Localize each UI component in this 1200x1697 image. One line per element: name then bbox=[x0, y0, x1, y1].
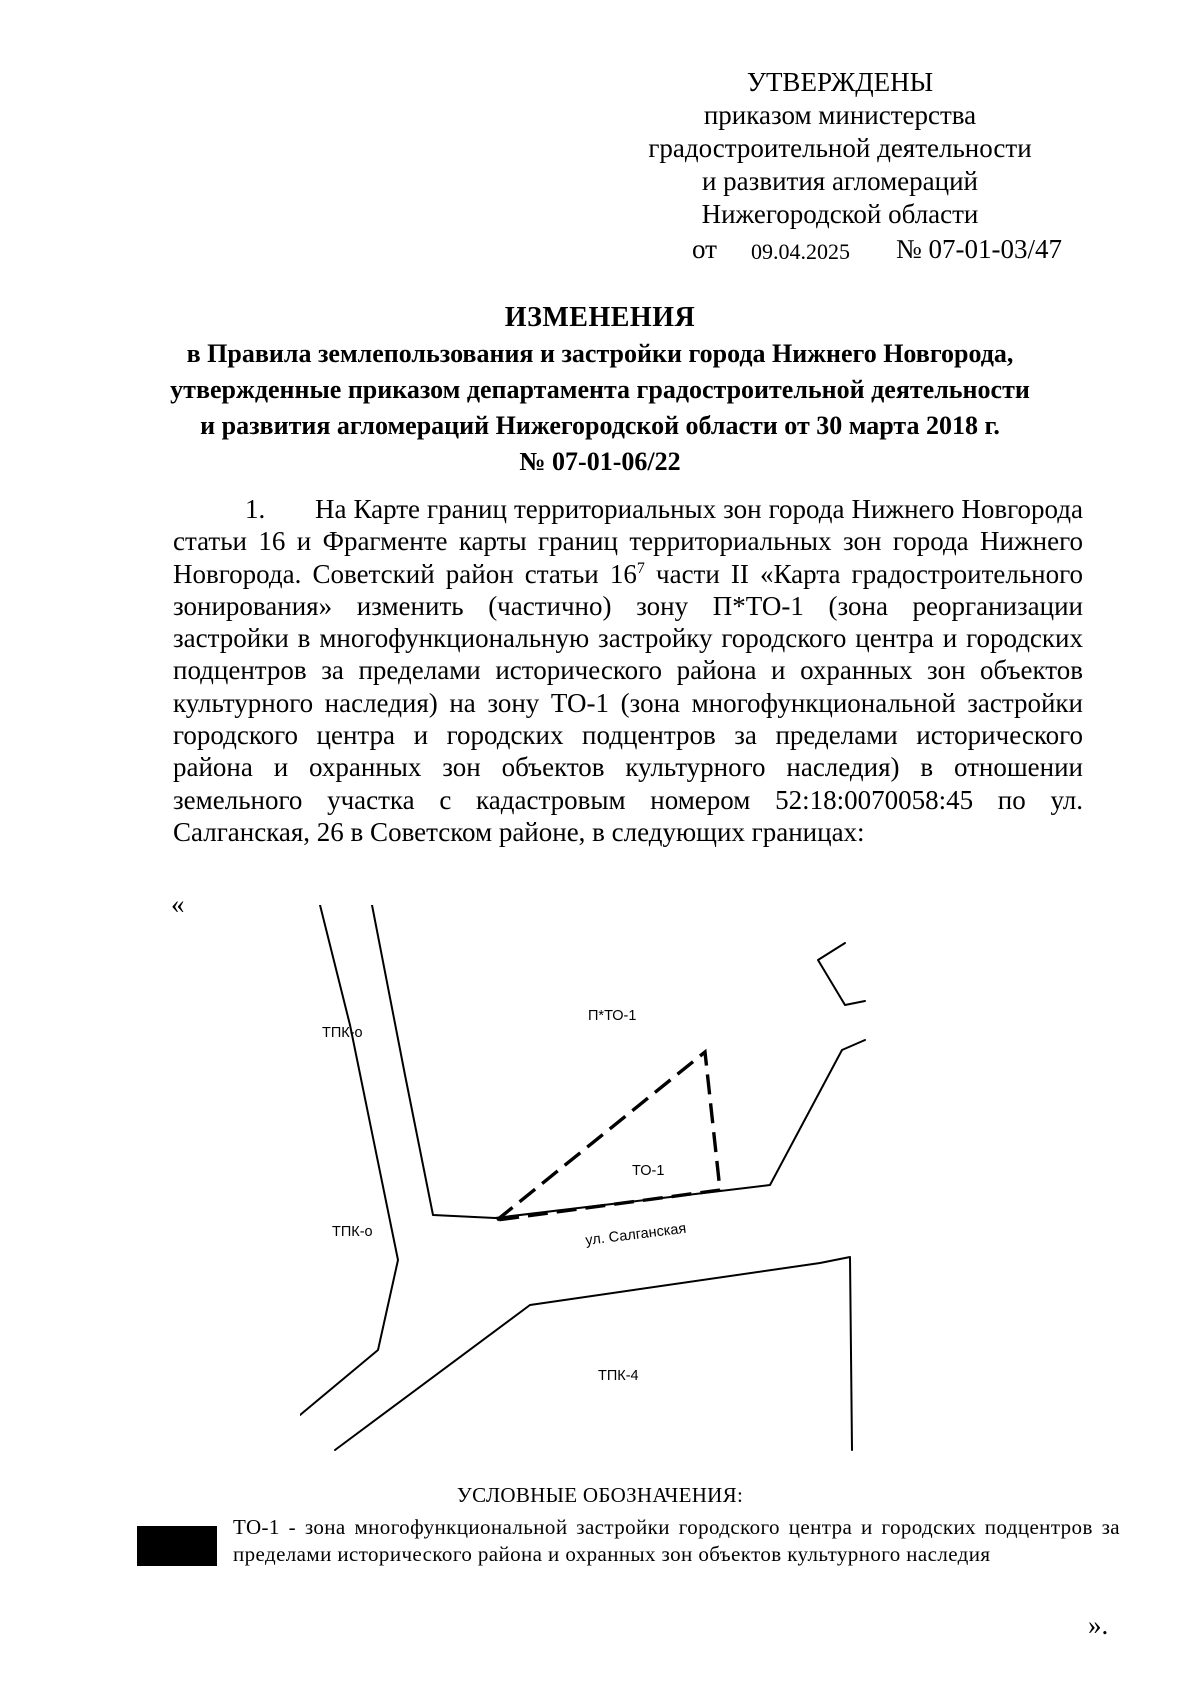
title-line: в Правила землепользования и застройки города Нижнего Новгорода, bbox=[186, 339, 1014, 368]
title-line: и развития агломераций Нижегородской области от 30 марта 2018 г. bbox=[200, 411, 1000, 440]
approval-date: 09.04.2025 bbox=[751, 239, 850, 264]
map-label-to-1: ТО-1 bbox=[632, 1163, 665, 1179]
to1-parcel-boundary bbox=[497, 1052, 720, 1220]
approval-block bbox=[560, 66, 1120, 266]
paragraph-1 bbox=[173, 493, 1083, 848]
approval-line: приказом министерства bbox=[703, 100, 977, 130]
paragraph-text-continued: части II «Карта градостроительного зонирования» изменить (частично) зону П*ТО-1 (зона реорганизации застройки в многофункциональную застройку городского центра и городских подцентров за пределами исторического района и охранных зон объектов культурного наследия) на зону ТО-1 (зона многофункциональной застройки городского центра и городских подцентров за пределами исторического района и охранных зон объектов культурного наследия) в отношении земельного участка с кадастровым номером 52:18:0070058:45 по ул. Салганская, 26 в Советском районе, в следующих границах: bbox=[173, 558, 1083, 847]
paragraph-superscript: 7 bbox=[636, 559, 645, 577]
approval-line: Нижегородской области bbox=[701, 199, 979, 229]
map-label-tpk-4: ТПК-4 bbox=[598, 1368, 639, 1384]
approval-line: и развития агломераций bbox=[701, 166, 978, 196]
approval-date-row bbox=[560, 233, 1120, 266]
map-label-tpk-o-top: ТПК-о bbox=[322, 1025, 363, 1041]
approval-number: № 07-01-03/47 bbox=[896, 234, 1062, 264]
approval-heading: УТВЕРЖДЕНЫ bbox=[746, 67, 934, 97]
paragraph-text: На Карте границ территориальных зон города Нижнего Новгорода статьи 16 и Фрагменте карты границ территориальных зон города Нижнего Новгорода. Советский район статьи 16 bbox=[173, 494, 1083, 589]
legend-text: ТО-1 - зона многофункциональной застройки городского центра и городских подцентров за пределами исторического района и охранных зон объектов культурного наследия bbox=[233, 1515, 1120, 1566]
street-edge-north bbox=[495, 1040, 865, 1218]
map-label-street: ул. Салганская bbox=[584, 1220, 688, 1249]
approval-line: градостроительной деятельности bbox=[648, 133, 1032, 163]
paragraph-number: 1. bbox=[245, 494, 266, 524]
title-line: № 07-01-06/22 bbox=[519, 447, 681, 476]
zoning-map bbox=[300, 905, 900, 1465]
legend-swatch-to-1 bbox=[137, 1526, 217, 1566]
title-line: утвержденные приказом департамента градостроительной деятельности bbox=[170, 375, 1030, 404]
building-outline bbox=[818, 943, 865, 1005]
title-heading: ИЗМЕНЕНИЯ bbox=[504, 302, 696, 333]
map-label-p-to-1: П*ТО-1 bbox=[588, 1008, 637, 1024]
approval-from-label: от bbox=[692, 234, 717, 264]
map-label-tpk-o-left: ТПК-о bbox=[332, 1224, 373, 1240]
road-boundary-left-inner bbox=[372, 905, 495, 1218]
road-boundary-left-outer bbox=[300, 905, 398, 1415]
quote-open-mark: « bbox=[171, 889, 185, 919]
legend-title: УСЛОВНЫЕ ОБОЗНАЧЕНИЯ: bbox=[456, 1483, 744, 1507]
street-edge-south bbox=[335, 1257, 852, 1450]
quote-close-mark: ». bbox=[1088, 1610, 1109, 1640]
document-title bbox=[120, 300, 1080, 480]
